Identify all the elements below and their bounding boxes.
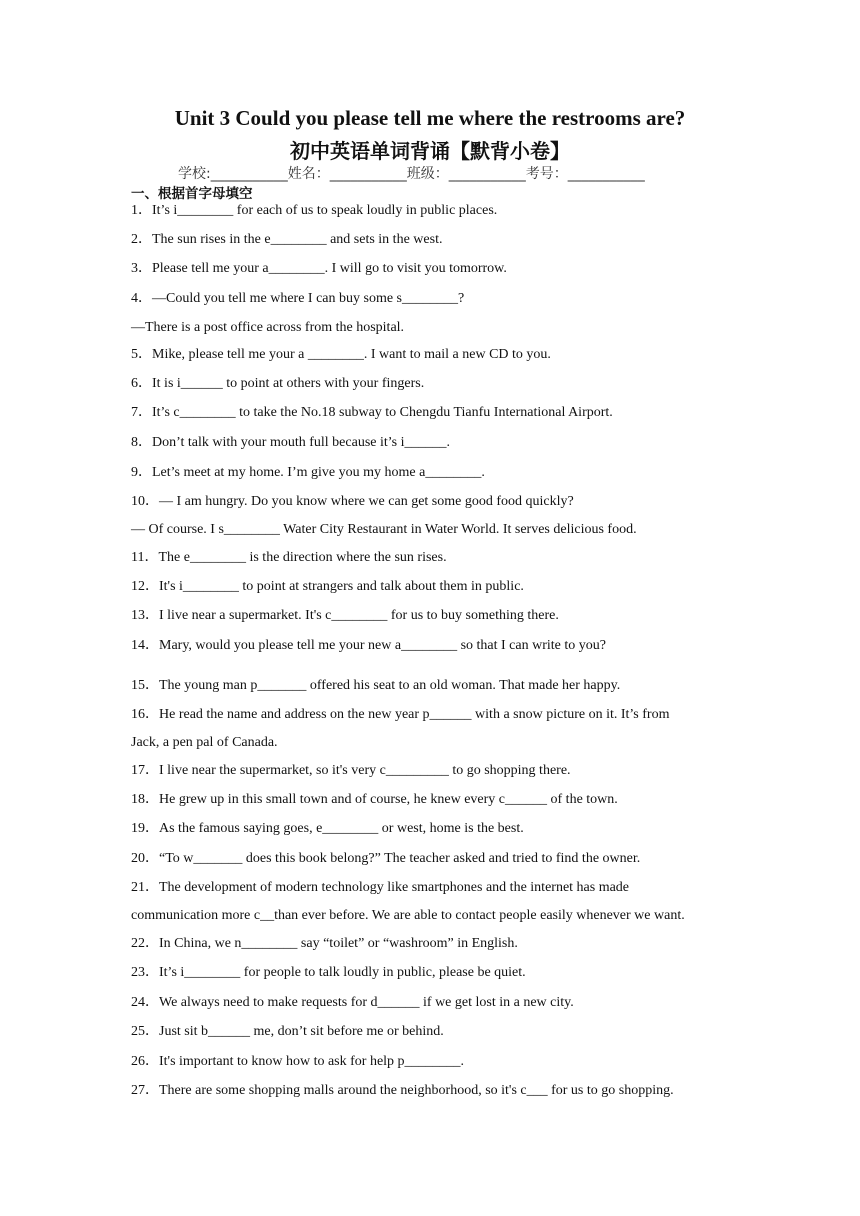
question-number: 25． [131,1024,159,1039]
question-number: 1． [131,203,152,218]
question-item [131,762,571,780]
question-number: 11． [131,550,159,565]
page-subtitle: 初中英语单词背诵【默背小卷】 [290,139,570,163]
question-item [131,346,551,364]
question-number: 27． [131,1083,159,1098]
question-number: 19． [131,821,159,836]
question-number: 23． [131,965,159,980]
question-item [131,578,524,596]
question-text: There are some shopping malls around the neighborhood, so it's c___ for us to go shopping. [159,1083,674,1098]
question-item [131,964,526,982]
question-continuation [131,734,278,752]
question-item [131,549,447,567]
student-info-line: 学校:___________姓名：___________班级：___________考号：___________ [178,166,645,182]
question-text: The development of modern technology like smartphones and the internet has made [159,880,630,895]
question-item [131,677,620,695]
question-number: 17． [131,763,159,778]
question-continuation [131,319,404,337]
question-item [131,493,574,511]
question-number: 6． [131,376,152,391]
question-text: Let’s meet at my home. I’m give you my home a________. [152,465,485,480]
question-item [131,994,574,1012]
question-item [131,404,613,422]
question-item [131,290,464,308]
question-number: 5． [131,347,152,362]
question-item [131,935,518,953]
question-number: 21． [131,880,159,895]
question-text: It is i______ to point at others with your fingers. [152,376,425,391]
question-number: 15． [131,678,159,693]
question-continuation [131,521,637,539]
question-item [131,1023,444,1041]
question-text: — Of course. I s________ Water City Restaurant in Water World. It serves delicious food. [131,522,637,537]
question-item [131,791,618,809]
question-item [131,434,450,452]
question-text: — I am hungry. Do you know where we can get some good food quickly? [159,494,574,509]
question-number: 24． [131,995,159,1010]
question-text: It’s c________ to take the No.18 subway to Chengdu Tianfu International Airport. [152,405,613,420]
question-item [131,375,424,393]
section-heading: 一、根据首字母填空 [131,186,253,202]
question-text: Please tell me your a________. I will go to visit you tomorrow. [152,261,507,276]
question-text: In China, we n________ say “toilet” or “washroom” in English. [159,936,518,951]
question-item [131,879,629,897]
question-number: 26． [131,1054,159,1069]
question-text: It's i________ to point at strangers and talk about them in public. [159,579,524,594]
question-text: —There is a post office across from the hospital. [131,320,405,335]
question-number: 14． [131,638,159,653]
question-text: Mary, would you please tell me your new a________ so that I can write to you? [159,638,606,653]
question-item [131,1053,464,1071]
question-text: Mike, please tell me your a ________. I want to mail a new CD to you. [152,347,551,362]
question-text: —Could you tell me where I can buy some s________? [152,291,465,306]
question-number: 4． [131,291,152,306]
question-text: It’s i________ for people to talk loudly in public, please be quiet. [159,965,526,980]
question-text: It's important to know how to ask for help p________. [159,1054,465,1069]
question-number: 7． [131,405,152,420]
question-number: 18． [131,792,159,807]
question-number: 16． [131,707,159,722]
question-item [131,607,559,625]
question-number: 2． [131,232,152,247]
question-text: I live near a supermarket. It's c________ for us to buy something there. [159,608,559,623]
question-text: Just sit b______ me, don’t sit before me or behind. [159,1024,444,1039]
question-text: The sun rises in the e________ and sets in the west. [152,232,443,247]
question-number: 8． [131,435,152,450]
question-number: 3． [131,261,152,276]
question-number: 12． [131,579,159,594]
question-number: 9． [131,465,152,480]
question-item [131,637,606,655]
question-number: 10． [131,494,159,509]
question-item [131,202,497,220]
question-text: “To w_______ does this book belong?” The teacher asked and tried to find the owner. [159,851,641,866]
question-text: The e________ is the direction where the sun rises. [158,550,447,565]
question-item [131,260,507,278]
question-text: We always need to make requests for d______ if we get lost in a new city. [159,995,574,1010]
question-text: He grew up in this small town and of course, he knew every c______ of the town. [159,792,618,807]
question-continuation [131,907,685,925]
question-item [131,1082,674,1100]
question-number: 22． [131,936,159,951]
question-text: He read the name and address on the new year p______ with a snow picture on it. It’s from [159,707,670,722]
question-item [131,820,524,838]
question-text: As the famous saying goes, e________ or west, home is the best. [159,821,524,836]
question-item [131,231,442,249]
question-item [131,850,640,868]
question-text: I live near the supermarket, so it's very c_________ to go shopping there. [159,763,571,778]
page-title: Unit 3 Could you please tell me where the restrooms are? [174,106,686,130]
question-text: Don’t talk with your mouth full because it’s i______. [152,435,450,450]
question-text: It’s i________ for each of us to speak loudly in public places. [152,203,498,218]
question-text: communication more c__than ever before. We are able to contact people easily whenever we want. [131,908,685,923]
question-item [131,706,669,724]
question-number: 20． [131,851,159,866]
question-number: 13． [131,608,159,623]
question-text: Jack, a pen pal of Canada. [131,735,278,750]
question-item [131,464,485,482]
question-text: The young man p_______ offered his seat to an old woman. That made her happy. [159,678,621,693]
